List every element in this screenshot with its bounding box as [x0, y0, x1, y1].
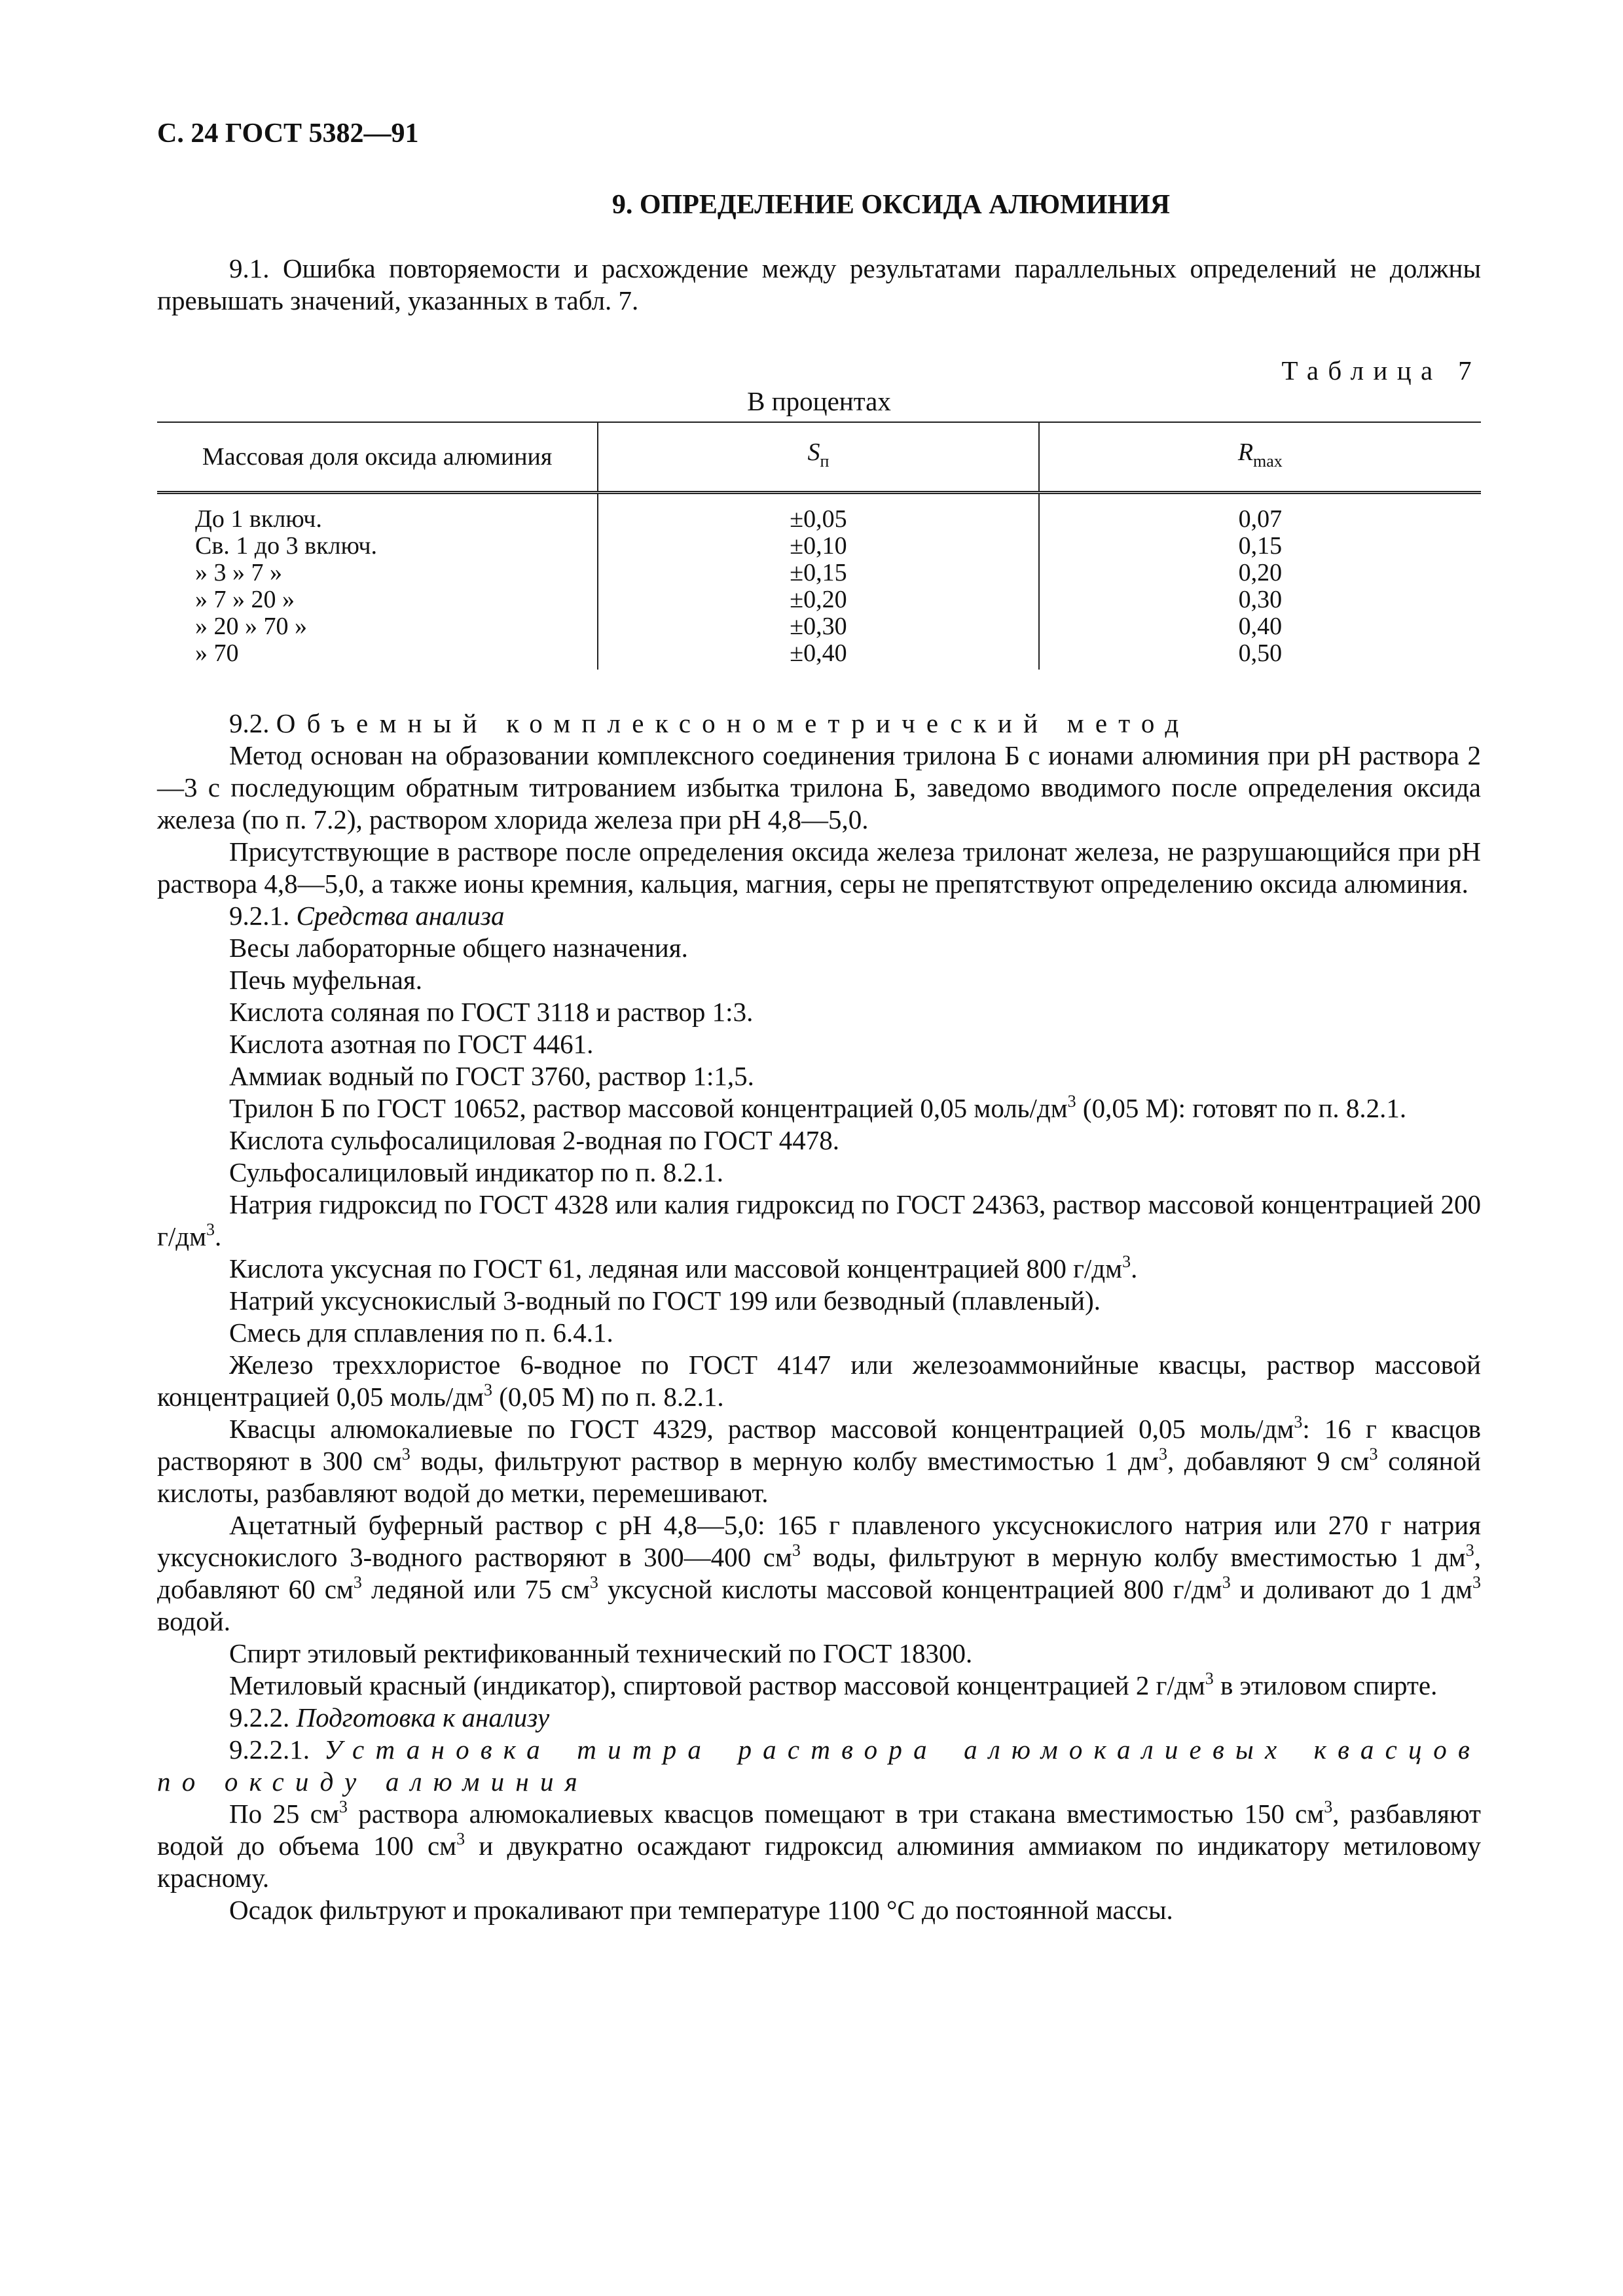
sp-value: ±0,10 — [790, 532, 847, 560]
range-row: До 1 включ. — [195, 505, 322, 533]
column-header-sp: $S_п$ — [598, 422, 1038, 493]
paragraph-9-2-a: Метод основан на образовании комплексного соединения трилона Б с ионами алюминия при рН раствора 2—3 с последующим обратным титрованием избытка трилона Б, заведомо вводимого после определения оксида железа (по п. 7.2), раствором хлорида железа при рН 4,8—5,0. — [157, 740, 1481, 834]
list-item: Спирт этиловый ректификованный технический по ГОСТ 18300. — [229, 1638, 973, 1668]
method-title: Объемный комплексонометрический метод — [276, 708, 1190, 738]
list-item-alum: Квасцы алюмокалиевые по ГОСТ 4329, раствор массовой концентрацией 0,05 моль/$дм^3$: 16 г квасцов растворяют в 300 $см^3$ воды, фильтруют раствор в мерную колбу вместимостью 1 $дм^3$, добавляют 9 $см^3$ соляной кислоты, разбавляют водой до метки, перемешивают. — [157, 1412, 1481, 1508]
section-title: 9. ОПРЕДЕЛЕНИЕ ОКСИДА АЛЮМИНИЯ — [611, 190, 1171, 220]
heading-9-2-2: 9.2.2. Подготовка к анализу — [229, 1702, 550, 1732]
subsection-title: Средства анализа — [296, 901, 505, 931]
range-row: » 7 » 20 » — [195, 586, 295, 613]
paragraph-9-2-b: Присутствующие в растворе после определения оксида железа трилонат железа, не разрушающийся при рН раствора 4,8—5,0, а также ионы кремния, кальция, магния, серы не препятствуют определению оксида алюминия. — [157, 836, 1481, 899]
heading-9-2-1: 9.2.1. Средства анализа — [229, 901, 505, 931]
paragraph-9-1: 9.1. Ошибка повторяемости и расхождение между результатами параллельных определений не должны превышать значений, указанных в табл. 7. — [157, 253, 1481, 315]
page-header: С. 24 ГОСТ 5382—91 — [157, 118, 419, 149]
list-item-methyl: Метиловый красный (индикатор), спиртовой раствор массовой концентрацией 2 $г/дм^3$ в этиловом спирте. — [229, 1669, 1438, 1700]
list-item-naoh: Натрия гидроксид по ГОСТ 4328 или калия гидроксид по ГОСТ 24363, раствор массовой концентрацией 200 $г/дм^3$. — [157, 1189, 1481, 1251]
list-item-iron: Железо треххлористое 6-водное по ГОСТ 4147 или железоаммонийные квасцы, раствор массовой концентрацией 0,05 моль/$дм^3$ (0,05 М) по п. 8.2.1. — [157, 1350, 1481, 1412]
heading-9-2-2-1: 9.2.2.1. Установка титра раствора алюмокалиевых квасцов по оксиду алюминия — [157, 1734, 1482, 1797]
sp-value: ±0,40 — [790, 639, 847, 667]
list-item: Кислота соляная по ГОСТ 3118 и раствор 1:3. — [229, 997, 754, 1027]
paragraph-procedure: По 25 $см^3$ раствора алюмокалиевых квасцов помещают в три стакана вместимостью 150 $см^3$, разбавляют водой до объема 100 $см^3$ и двукратно осаждают гидроксид алюминия аммиаком по индикатору метиловому красному. — [157, 1797, 1481, 1893]
rmax-value: 0,20 — [1238, 559, 1283, 586]
table-caption: Таблица 7 — [1281, 355, 1481, 386]
range-row: » 3 » 7 » — [195, 559, 282, 586]
rmax-value: 0,50 — [1238, 639, 1283, 667]
rmax-value: 0,30 — [1238, 586, 1283, 613]
range-row: Св. 1 до 3 включ. — [195, 532, 378, 560]
list-item: Весы лабораторные общего назначения. — [229, 933, 688, 963]
list-item: Натрий уксуснокислый 3-водный по ГОСТ 199 или безводный (плавленый). — [229, 1285, 1101, 1316]
list-item: Сульфосалициловый индикатор по п. 8.2.1. — [229, 1157, 723, 1187]
table-unit: В процентах — [747, 386, 891, 416]
table-cell-rmax — [1039, 493, 1481, 670]
table-7 — [157, 422, 1481, 670]
list-item-buffer: Ацетатный буферный раствор с рН 4,8—5,0: 165 г плавленого уксуснокислого натрия или 270 г натрия уксуснокислого 3-водного растворяют в 300—400 $см^3$ воды, фильтруют в мерную колбу вместимостью 1 $дм^3$, добавляют 60 $см^3$ ледяной или 75 $см^3$ уксусной кислоты массовой концентрацией 800 $г/дм^3$ и доливают до 1 $дм^3$ водой. — [157, 1510, 1481, 1636]
table-cell-sp — [598, 493, 1038, 670]
procedure-title: Установка титра раствора алюмокалиевых квасцов по оксиду алюминия — [157, 1734, 1482, 1797]
rmax-value: 0,40 — [1238, 613, 1283, 640]
sp-value: ±0,30 — [790, 613, 847, 640]
sp-value: ±0,05 — [790, 505, 847, 533]
list-item-acetic: Кислота уксусная по ГОСТ 61, ледяная или массовой концентрацией 800 $г/дм^3$. — [229, 1252, 1138, 1283]
column-header-mass-fraction: Массовая доля оксида алюминия — [157, 422, 598, 493]
range-row: » 70 — [195, 639, 239, 667]
range-row: » 20 » 70 » — [195, 613, 307, 640]
column-header-rmax: $R_{max}$ — [1039, 422, 1481, 493]
paragraph-final: Осадок фильтруют и прокаливают при температуре 1100 °С до постоянной массы. — [229, 1895, 1173, 1925]
sp-value: ±0,15 — [790, 559, 847, 586]
heading-9-2: 9.2. Объемный комплексонометрический метод — [229, 708, 1190, 738]
table-cell-ranges — [157, 493, 598, 670]
list-item-trilon: Трилон Б по ГОСТ 10652, раствор массовой концентрацией 0,05 моль/$дм^3$ (0,05 М): готовят по п. 8.2.1. — [229, 1092, 1407, 1123]
list-item: Кислота азотная по ГОСТ 4461. — [229, 1029, 594, 1059]
list-item: Аммиак водный по ГОСТ 3760, раствор 1:1,5. — [229, 1061, 754, 1091]
rmax-value: 0,15 — [1238, 532, 1283, 560]
list-item: Кислота сульфосалициловая 2-водная по ГОСТ 4478. — [229, 1125, 840, 1155]
subsection-title: Подготовка к анализу — [296, 1702, 550, 1732]
document-page — [157, 118, 1481, 1926]
sp-value: ±0,20 — [790, 586, 847, 613]
rmax-value: 0,07 — [1238, 505, 1283, 533]
list-item: Печь муфельная. — [229, 965, 422, 995]
list-item: Смесь для сплавления по п. 6.4.1. — [229, 1318, 613, 1348]
